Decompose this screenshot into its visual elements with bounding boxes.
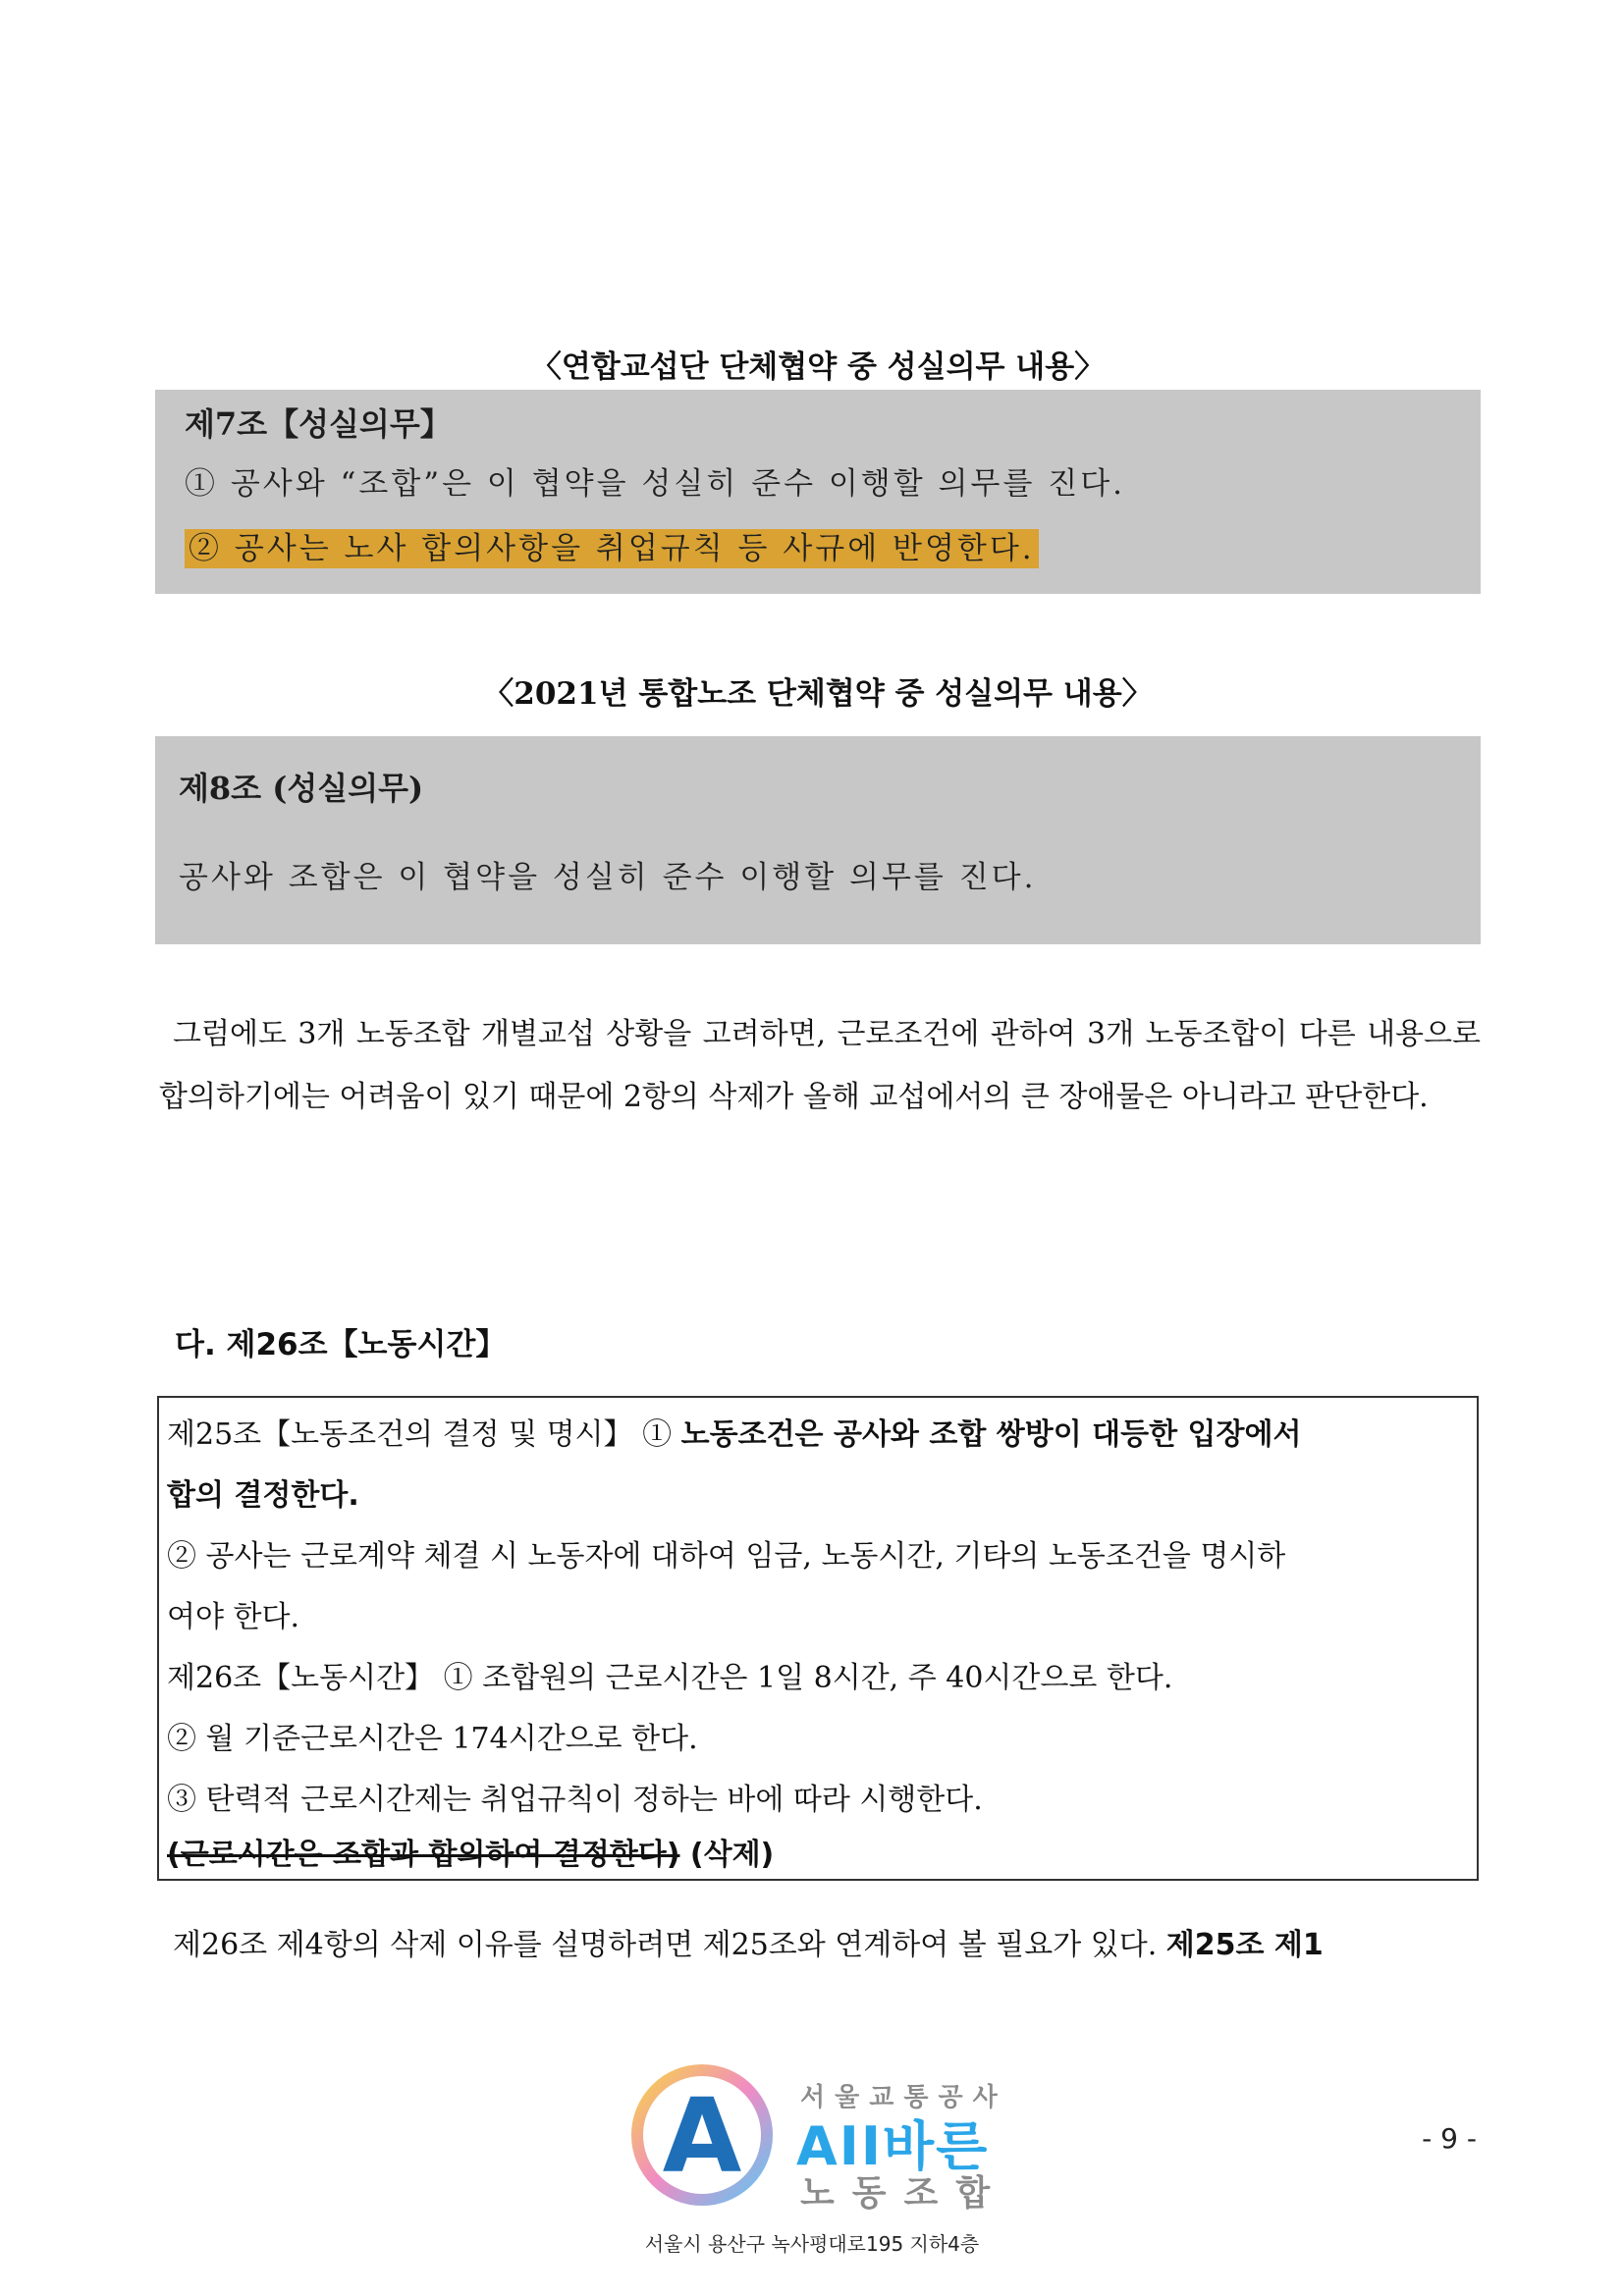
- article-7-title: 제7조【성실의무】: [185, 405, 452, 443]
- paragraph-2-text: 제26조 제4항의 삭제 이유를 설명하려면 제25조와 연계하여 볼 필요가 있다.: [173, 1928, 1166, 1962]
- clause-line-2: 합의 결정한다.: [167, 1478, 359, 1513]
- caption-second: 〈2021년 통합노조 단체협약 중 성실의무 내용〉: [483, 676, 1153, 712]
- deleted-label: (삭제): [679, 1838, 775, 1872]
- page-number: - 9 -: [1422, 2122, 1477, 2155]
- logo-emblem-icon: [623, 2061, 781, 2209]
- body-paragraph-2: [159, 1914, 1481, 1977]
- clause-line-3: ② 공사는 근로계약 체결 시 노동자에 대하여 임금, 노동시간, 기타의 노동조건을 명시하: [167, 1539, 1286, 1574]
- clause-25-bold-text: 노동조건은 공사와 조합 쌍방이 대등한 입장에서: [680, 1417, 1302, 1452]
- article-7-line-1: ① 공사와 “조합”은 이 협약을 성실히 준수 이행할 의무를 진다.: [185, 466, 1125, 502]
- article-8-line-1: 공사와 조합은 이 협약을 성실히 준수 이행할 의무를 진다.: [179, 860, 1037, 895]
- clause-line-8: [167, 1830, 1473, 1873]
- logo-union-name: AII바른: [796, 2115, 990, 2177]
- paragraph-2-bold: 제25조 제1: [1165, 1928, 1324, 1962]
- section-heading: 다. 제26조【노동시간】: [175, 1327, 507, 1362]
- clause-box: [157, 1396, 1479, 1881]
- clause-line-1: [167, 1410, 1473, 1453]
- logo-union-label: 노동조합: [800, 2173, 1008, 2214]
- clause-line-5: 제26조【노동시간】 ① 조합원의 근로시간은 1일 8시간, 주 40시간으로 한다.: [167, 1661, 1173, 1695]
- logo-letter: A: [662, 2076, 742, 2196]
- clause-line-4: 여야 한다.: [167, 1600, 299, 1634]
- clause-line-7: ③ 탄력적 근로시간제는 취업규칙이 정하는 바에 따라 시행한다.: [167, 1783, 983, 1817]
- quote-box-article-8: [155, 736, 1481, 944]
- highlighted-text: ② 공사는 노사 합의사항을 취업규칙 등 사규에 반영한다.: [185, 529, 1039, 568]
- quote-box-article-7: [155, 390, 1481, 594]
- body-paragraph-1: 그럼에도 3개 노동조합 개별교섭 상황을 고려하면, 근로조건에 관하여 3개 노동조합이 다른 내용으로 합의하기에는 어려움이 있기 때문에 2항의 삭제가 올해 교섭에서의 큰 장애물은 아니라고 판단한다.: [159, 1017, 1481, 1114]
- deleted-text: (근로시간은 조합과 합의하여 결정한다): [167, 1838, 680, 1872]
- article-8-title: 제8조 (성실의무): [179, 770, 424, 807]
- caption-first: 〈연합교섭단 단체협약 중 성실의무 내용〉: [530, 349, 1106, 385]
- clause-line-6: ② 월 기준근로시간은 174시간으로 한다.: [167, 1722, 698, 1756]
- clause-25-heading: 제25조【노동조건의 결정 및 명시】 ①: [167, 1417, 681, 1452]
- footer-address: 서울시 용산구 녹사평대로195 지하4층: [644, 2232, 980, 2256]
- article-7-line-2: [185, 523, 1039, 567]
- logo-org-name: 서울교통공사: [800, 2083, 1007, 2112]
- union-logo: [623, 2061, 1036, 2214]
